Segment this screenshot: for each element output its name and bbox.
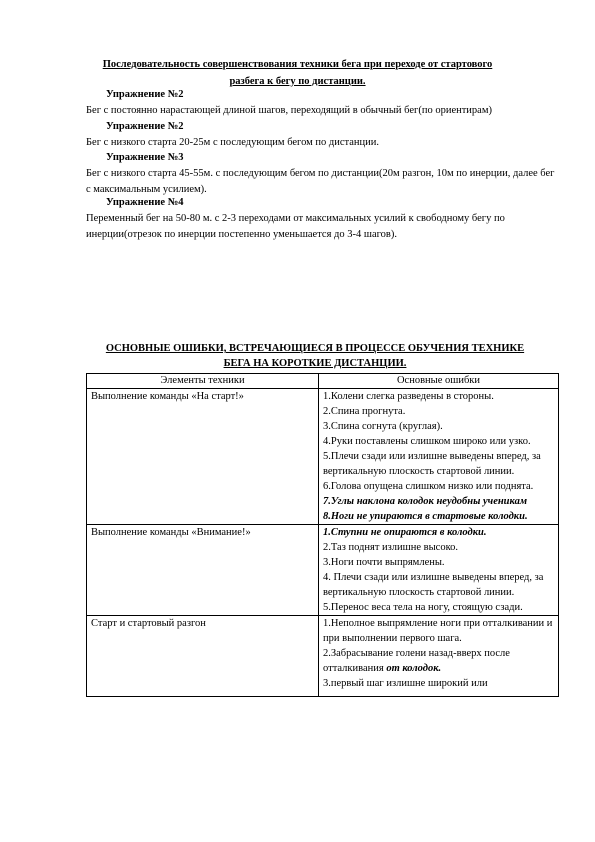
error-item: 2.Спина прогнута. <box>323 406 406 417</box>
document-title: Последовательность совершенствования техники бега при переходе от стартового разбега к бегу по дистанции. <box>102 59 493 87</box>
error-item: 1.Неполное выпрямление ноги при отталкивании и при выполнении первого шага. <box>323 618 553 644</box>
errors-cell <box>319 616 559 697</box>
errors-table <box>86 373 559 697</box>
error-item: 4. Плечи сзади или излишне выведены вперед, за вертикальную плоскость стартовой линии. <box>323 572 544 598</box>
error-item: 7.Углы наклона колодок неудобны ученикам <box>323 496 528 507</box>
exercise-text-3: Бег с низкого старта 45-55м. с последующим бегом по дистанции(20м разгон, 10м по инерции, далее бег с максимальным усилием). <box>86 168 555 195</box>
table-row <box>87 525 559 616</box>
element-cell: Выполнение команды «Внимание!» <box>87 525 319 616</box>
error-item: 1.Колени слегка разведены в стороны. <box>323 391 494 402</box>
element-cell: Старт и стартовый разгон <box>87 616 319 697</box>
exercise-heading-2: Упражнение №2 <box>106 121 184 132</box>
error-item: 3.Спина согнута (круглая). <box>323 421 443 432</box>
error-item: 2.Таз поднят излишне высоко. <box>323 542 459 553</box>
error-item: 4.Руки поставлены слишком широко или узко. <box>323 436 531 447</box>
exercise-text-1: Бег с постоянно нарастающей длиной шагов, переходящий в обычный бег(по ориентирам) <box>86 105 492 116</box>
errors-cell <box>319 389 559 525</box>
error-text-italic: от колодок. <box>386 663 442 674</box>
error-item: 3.Ноги почти выпрямлены. <box>323 557 445 568</box>
error-item: 5.Перенос веса тела на ногу, стоящую сзади. <box>323 602 523 613</box>
element-cell: Выполнение команды «На старт!» <box>87 389 319 525</box>
table-row <box>87 389 559 525</box>
column-header-elements: Элементы техники <box>87 374 319 389</box>
error-item: 6.Голова опущена слишком низко или поднята. <box>323 481 534 492</box>
exercise-heading-1: Упражнение №2 <box>106 89 184 100</box>
exercise-heading-4: Упражнение №4 <box>106 197 184 208</box>
exercise-heading-3: Упражнение №3 <box>106 152 184 163</box>
exercise-text-2: Бег с низкого старта 20-25м с последующим бегом по дистанции. <box>86 137 380 148</box>
table-row <box>87 616 559 697</box>
error-item: 8.Ноги не упираются в стартовые колодки. <box>323 511 528 522</box>
error-item: 5.Плечи сзади или излишне выведены вперед, за вертикальную плоскость стартовой линии. <box>323 451 541 477</box>
errors-cell <box>319 525 559 616</box>
table-title: ОСНОВНЫЕ ОШИБКИ, ВСТРЕЧАЮЩИЕСЯ В ПРОЦЕССЕ ОБУЧЕНИЯ ТЕХНИКЕ БЕГА НА КОРОТКИЕ ДИСТАНЦИИ. <box>105 343 525 369</box>
error-item: 1.Ступни не опираются в колодки. <box>323 527 487 538</box>
exercise-text-4: Переменный бег на 50-80 м. с 2-3 переходами от максимальных усилий к свободному бегу по инерции(отрезок по инерции постепенно уменьшается до 3-4 шагов). <box>86 213 505 240</box>
error-text: 2.Забрасывание голени назад-вверх после отталкивания <box>323 648 510 674</box>
error-item: 3.первый шаг излишне широкий или <box>323 678 488 689</box>
table-header-row <box>87 374 559 389</box>
error-item <box>323 646 554 676</box>
column-header-errors: Основные ошибки <box>319 374 559 389</box>
